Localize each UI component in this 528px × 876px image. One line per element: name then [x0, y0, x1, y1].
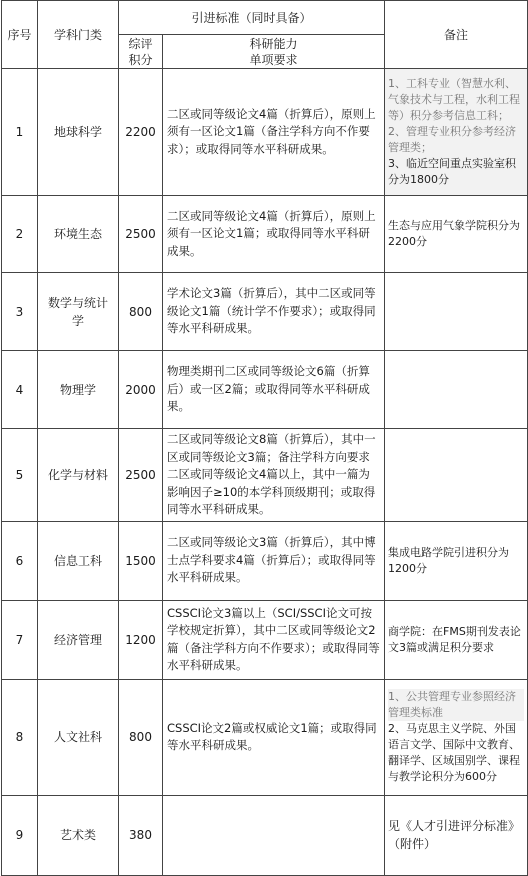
row-requirement: 二区或同等级论文4篇（折算后），原则上须有一区论文1篇（备注学科方向不作要求）；或取得同等水平科研成果。	[163, 69, 385, 196]
row-discipline: 地球科学	[38, 69, 119, 196]
row-notes	[385, 196, 528, 273]
row-notes	[385, 69, 528, 196]
row-score: 2500	[119, 196, 163, 273]
note-line: 1、公共管理专业参照经济管理类标准	[388, 689, 524, 721]
table-row	[2, 679, 528, 795]
row-seq: 8	[2, 679, 38, 795]
row-discipline: 化学与材料	[38, 429, 119, 522]
table-row	[2, 69, 528, 196]
row-notes	[385, 600, 528, 679]
note-line: 2、马克思主义学院、外国语言文学、国际中文教育、翻译学、区域国别学、课程与教学论积分为600分	[388, 722, 521, 783]
row-score: 2000	[119, 351, 163, 429]
row-requirement: 学术论文3篇（折算后），其中二区或同等级论文1篇（统计学不作要求）；或取得同等水平科研成果。	[163, 273, 385, 351]
row-notes	[385, 521, 528, 600]
note-line: 1、工科专业（智慧水利、气象技术与工程，水利工程等）积分参考信息工科；	[388, 77, 521, 122]
header-score-text: 综评积分	[128, 36, 153, 67]
row-notes	[385, 429, 528, 522]
row-score: 2500	[119, 429, 163, 522]
table-row	[2, 273, 528, 351]
row-score: 800	[119, 679, 163, 795]
note-line: 生态与应用气象学院积分为2200分	[388, 219, 521, 248]
row-seq: 2	[2, 196, 38, 273]
row-notes	[385, 351, 528, 429]
table-row	[2, 600, 528, 679]
header-research	[163, 35, 385, 69]
row-discipline: 物理学	[38, 351, 119, 429]
row-seq: 4	[2, 351, 38, 429]
row-seq: 3	[2, 273, 38, 351]
table-row	[2, 196, 528, 273]
row-requirement	[163, 795, 385, 875]
row-requirement: 二区或同等级论文4篇（折算后），原则上须有一区论文1篇；或取得同等水平科研成果。	[163, 196, 385, 273]
row-notes	[385, 273, 528, 351]
row-seq: 6	[2, 521, 38, 600]
row-notes	[385, 795, 528, 875]
talent-criteria-table	[1, 0, 528, 876]
row-seq: 1	[2, 69, 38, 196]
table-row	[2, 351, 528, 429]
row-notes	[385, 679, 528, 795]
header-research-title: 科研能力	[249, 36, 298, 51]
row-score: 380	[119, 795, 163, 875]
row-requirement: 二区或同等级论文3篇（折算后），其中博士点学科要求4篇（折算后）；或取得同等水平科研成果。	[163, 521, 385, 600]
row-score: 1500	[119, 521, 163, 600]
row-discipline: 艺术类	[38, 795, 119, 875]
table-row	[2, 795, 528, 875]
note-line: 集成电路学院引进积分为1200分	[388, 545, 510, 575]
row-seq: 9	[2, 795, 38, 875]
row-score: 2200	[119, 69, 163, 196]
row-discipline: 环境生态	[38, 196, 119, 273]
row-discipline: 信息工科	[38, 521, 119, 600]
row-requirement: 物理类期刊二区或同等级论文6篇（折算后）或一区2篇；或取得同等水平科研成果。	[163, 351, 385, 429]
note-line: 3、临近空间重点实验室积分为1800分	[388, 157, 517, 186]
row-requirement: CSSCI论文2篇或权威论文1篇；或取得同等水平科研成果。	[163, 679, 385, 795]
row-seq: 7	[2, 600, 38, 679]
row-discipline: 人文社科	[38, 679, 119, 795]
header-remarks: 备注	[385, 1, 528, 69]
row-requirement: 二区或同等级论文8篇（折算后），其中一区或同等级论文3篇；备注学科方向要求二区或同等级论文4篇以上，其中一篇为影响因子≥10的本学科顶级期刊；或取得同等水平科研成果。	[163, 429, 385, 522]
header-criteria: 引进标准（同时具备）	[119, 1, 385, 35]
row-requirement: CSSCI论文3篇以上（SCI/SSCI论文可按学校规定折算），其中二区或同等级论文2篇（备注学科方向不作要求）；或取得同等水平科研成果。	[163, 600, 385, 679]
row-discipline: 经济管理	[38, 600, 119, 679]
note-line: 2、管理专业积分参考经济管理类；	[388, 125, 517, 154]
table-row	[2, 429, 528, 522]
header-discipline: 学科门类	[38, 1, 119, 69]
note-line: 商学院：在FMS期刊发表论文3篇或满足积分要求	[388, 624, 521, 654]
table-row	[2, 521, 528, 600]
row-score: 1200	[119, 600, 163, 679]
row-seq: 5	[2, 429, 38, 522]
header-seq: 序号	[2, 1, 38, 69]
header-research-sub: 单项要求	[249, 52, 298, 67]
note-line: 见《人才引进评分标准》（附件）	[388, 819, 521, 851]
row-discipline: 数学与统计学	[38, 273, 119, 351]
row-score: 800	[119, 273, 163, 351]
header-score	[119, 35, 163, 69]
